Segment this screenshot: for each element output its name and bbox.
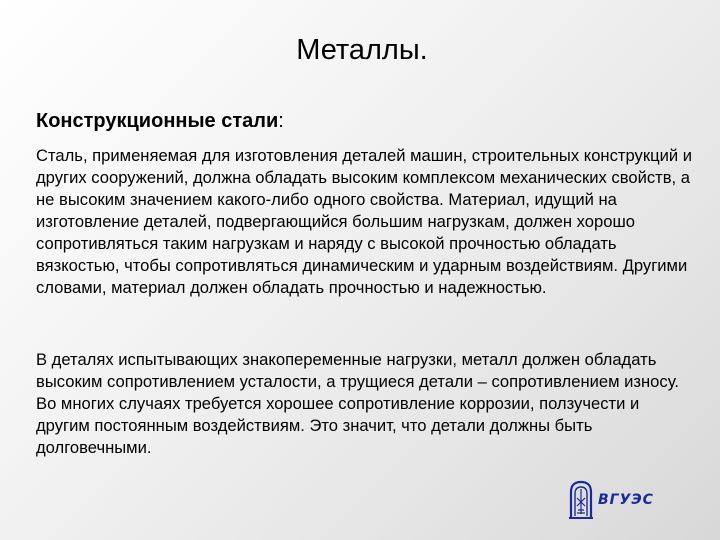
subheading-colon: : [278, 110, 284, 132]
slide-title-text: Металлы. [296, 34, 428, 66]
subheading [36, 108, 284, 134]
slide-title [0, 30, 720, 70]
logo-text: ВГУЭС [598, 492, 654, 508]
university-logo [568, 478, 672, 522]
paragraph-2: В деталях испытывающих знакопеременные нагрузки, металл должен обладать высоким сопротивлением усталости, а трущиеся детали – сопротивлением износу. Во многих случаях требуется хорошее сопротивление коррозии, ползучести и другим постоянным воздействиям. Это значит, что детали должны быть долговечными. [36, 350, 679, 457]
paragraph-1: Сталь, применяемая для изготовления деталей машин, строительных конструкций и других сооружений, должна обладать высоким комплексом механических свойств, а не высоким значением какого-либо одного свойства. Материал, идущий на изготовление деталей, подвергающийся большим нагрузкам, должен хорошо сопротивляться таким нагрузкам и наряду с высокой прочностью обладать вязкостью, чтобы сопротивляться динамическим и ударным воздействиям. Другими словами, материал должен обладать прочностью и надежностью. [36, 146, 693, 297]
university-emblem-icon [568, 480, 594, 520]
subheading-text: Конструкционные стали [36, 110, 279, 132]
